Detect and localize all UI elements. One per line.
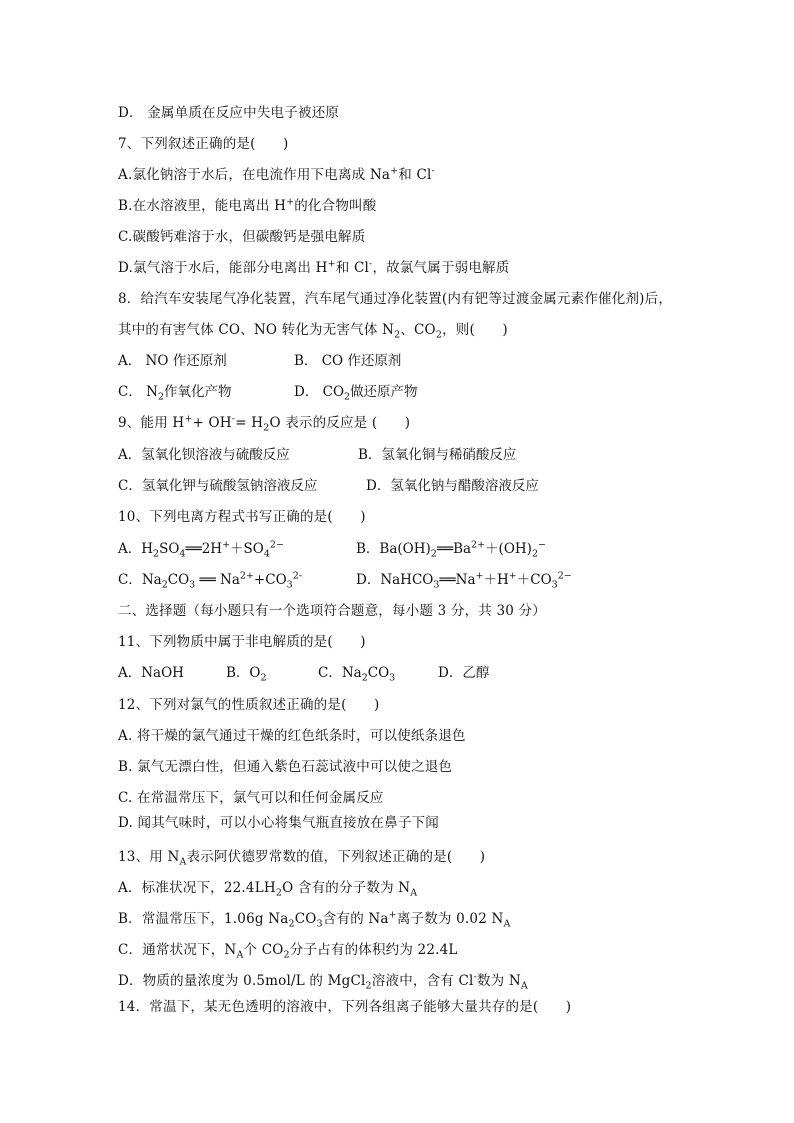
q10-option-b: B．$Ba(OH)_2══Ba^{2+}+(OH)_2^-$ [356,539,546,560]
q10-option-a: A．$H_2SO_4══2H^++SO_4^{2-}$ [118,539,284,560]
q10-option-c: C．$Na_2CO_3$ ══ $Na^{2+}+CO_3^{2-}$ [118,570,302,591]
section-2-heading: 二、选择题（每小题只有一个选项符合题意，每小题 3 分，共 30 分） [118,603,546,619]
q8-option-b: B． CO 作还原剂 [294,353,402,369]
question-14: 14．常温下，某无色透明的溶液中，下列各组离子能够大量共存的是( ) [118,999,572,1015]
q12-option-a: A. 将干燥的氯气通过干燥的红色纸条时，可以使纸条退色 [118,728,466,744]
q12-option-c: C. 在常温常压下，氯气可以和任何金属反应 [118,790,384,806]
q12-option-b: B. 氯气无漂白性，但通入紫色石蕊试液中可以使之退色 [118,759,453,775]
q13-option-b: B．常温常压下，1.06g $Na_2CO_3$含有的 Na+离子数为 0.02 $N_A$ [118,909,511,930]
q13-option-a: A．标准状况下，$22.4LH_2O$ 含有的分子数为 $N_A$ [118,880,418,899]
question-12: 12、下列对氯气的性质叙述正确的是( ) [118,697,380,713]
question-8-line-1: 8．给汽车安装尾气净化装置，汽车尾气通过净化装置(内有钯等过渡金属元素作催化剂)后， [118,291,673,307]
question-11: 11、下列物质中属于非电解质的是( ) [118,634,366,650]
q9-option-c: C．氢氧化钾与硫酸氢钠溶液反应 [118,478,318,494]
question-8-line-2: 其中的有害气体 CO、NO 转化为无害气体 $N_2$、$CO_2$，则( ) [118,322,508,341]
q7-option-d: D.氯气溶于水后，能部分电离出 H+和 Cl-，故氯气属于弱电解质 [118,258,510,276]
q8-option-d: D． $CO_2$做还原产物 [294,384,418,403]
q8-option-a: A． NO 作还原剂 [118,353,227,369]
question-13: 13、用 $N_A$表示阿伏德罗常数的值，下列叙述正确的是( ) [118,849,486,868]
q12-option-d: D. 闻其气味时，可以小心将集气瓶直接放在鼻子下闻 [118,815,439,831]
q7-option-b: B.在水溶液里，能电离出 H+的化合物叫酸 [118,196,377,214]
question-10: 10、下列电离方程式书写正确的是( ) [118,509,366,525]
q11-option-b: B．$O_2$ [226,665,267,684]
q9-option-b: B．氢氧化铜与稀硝酸反应 [358,447,517,463]
question-7: 7、下列叙述正确的是( ) [118,136,289,152]
q9-option-a: A．氢氧化钡溶液与硫酸反应 [118,447,290,463]
question-9: 9、能用 $H^++ OH^-= H_2O$ 表示的反应是 ( ) [118,413,411,434]
q11-option-c: C．$Na_2CO_3$ [318,665,396,684]
q11-option-a: A．NaOH [118,665,184,681]
q10-option-d: D．$NaHCO_3══Na^++H^++CO_3^{2-}$ [356,570,572,591]
q7-option-c: C.碳酸钙难溶于水，但碳酸钙是强电解质 [118,229,366,245]
q8-option-c: C． $N_2$作氧化产物 [118,384,232,403]
q7-option-a: A.氯化钠溶于水后，在电流作用下电离成 Na+和 Cl- [118,165,435,183]
q13-option-c: C．通常状况下，$N_A$个 $CO_2$分子占有的体积约为 22.4L [118,942,458,961]
q13-option-d: D．物质的量浓度为 0.5mol/L 的 MgCl$_2$溶液中，含有 Cl-数为 $N_A$ [118,971,528,992]
option-d-q6: D． 金属单质在反应中失电子被还原 [118,105,340,121]
q11-option-d: D．乙醇 [438,665,490,681]
q9-option-d: D．氢氧化钠与醋酸溶液反应 [366,478,539,494]
